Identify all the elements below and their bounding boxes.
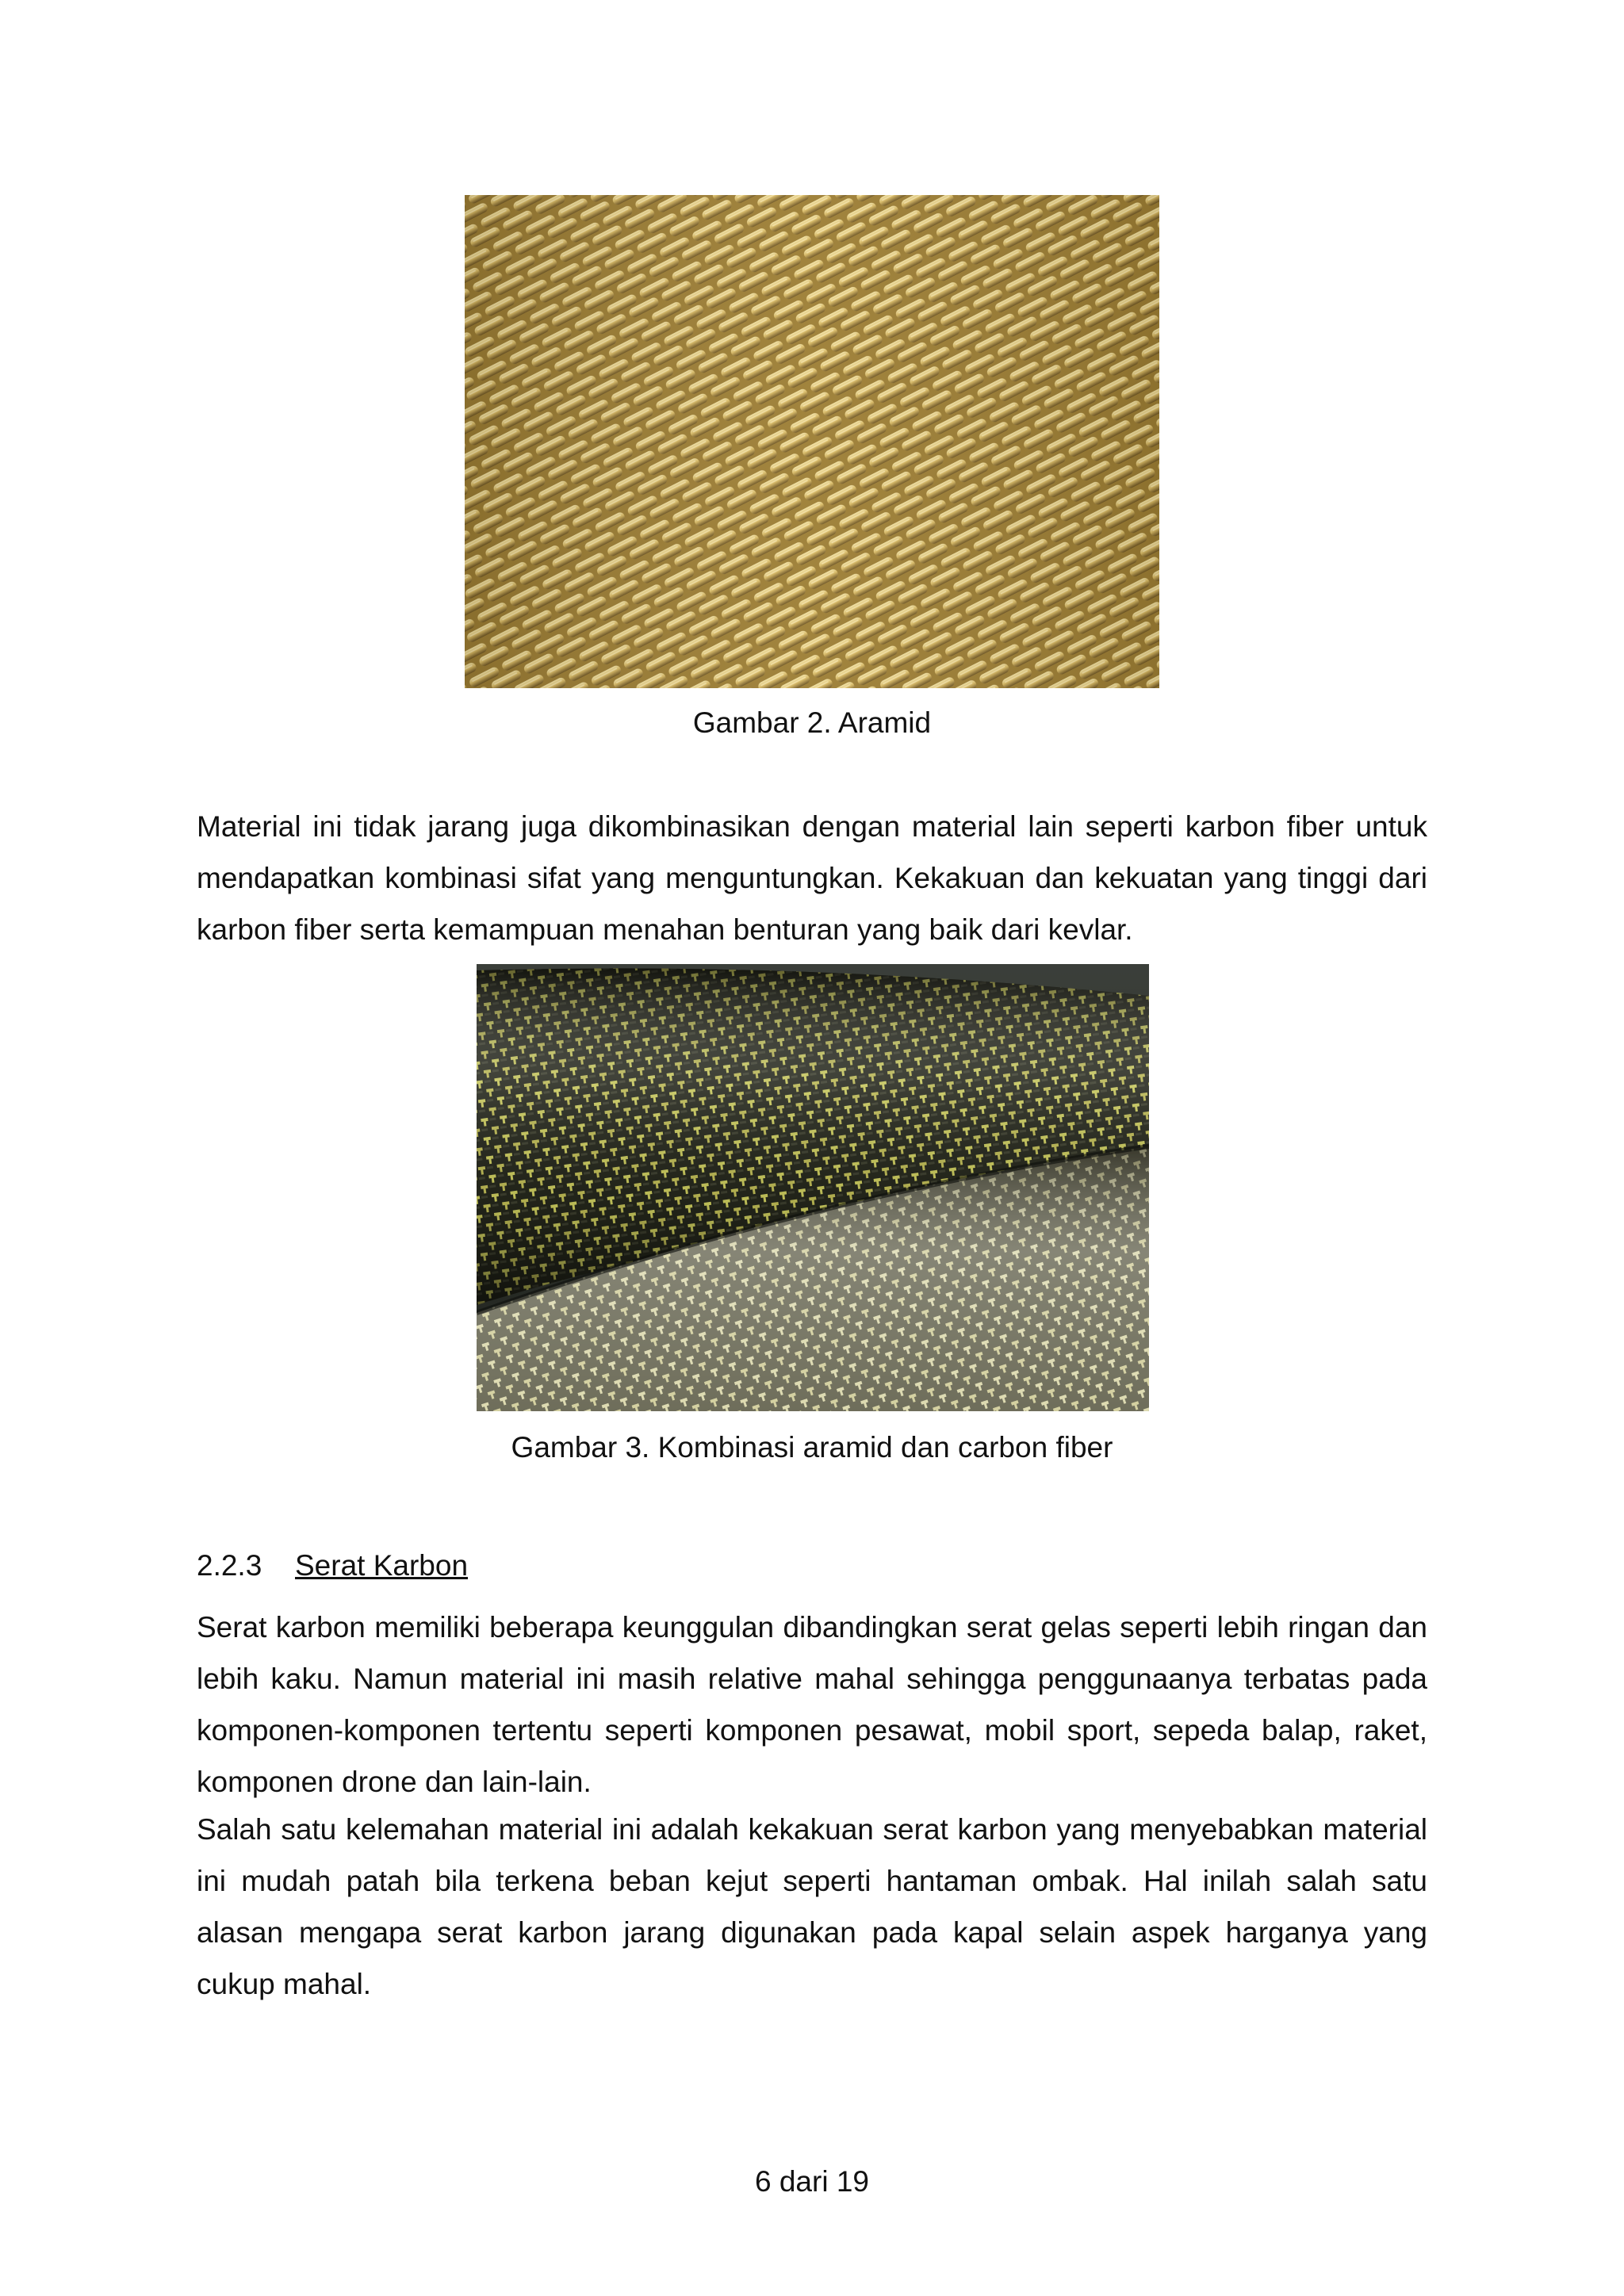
figure-caption-aramid: Gambar 2. Aramid bbox=[692, 706, 932, 739]
section-number: 2.2.3 bbox=[197, 1549, 262, 1582]
hybrid-weave-graphic bbox=[477, 964, 1149, 1411]
paragraph-combination: Material ini tidak jarang juga dikombinasikan dengan material lain seperti karbon fiber untuk mendapatkan kombinasi sifat yang menguntungkan. Kekakuan dan kekuatan yang tinggi dari karbon fiber serta kemampuan menahan benturan yang baik dari kevlar. bbox=[197, 810, 1427, 946]
aramid-carbon-fabric-image bbox=[477, 964, 1149, 1411]
page-number: 6 dari 19 bbox=[755, 2165, 869, 2198]
section-heading bbox=[197, 1546, 468, 1586]
paragraph-carbon-weakness: Salah satu kelemahan material ini adalah kekakuan serat karbon yang menyebabkan material ini mudah patah bila terkena beban kejut seperti hantaman ombak. Hal inilah salah satu alasan mengapa serat karbon jarang digunakan pada kapal selain aspek harganya yang cukup mahal. bbox=[197, 1813, 1427, 2000]
figure-caption-combination: Gambar 3. Kombinasi aramid dan carbon fiber bbox=[511, 1431, 1113, 1464]
aramid-weave-graphic bbox=[465, 195, 1159, 688]
aramid-fabric-image bbox=[465, 195, 1159, 688]
section-title: Serat Karbon bbox=[295, 1549, 469, 1582]
paragraph-carbon-advantages: Serat karbon memiliki beberapa keunggulan dibandingkan serat gelas seperti lebih ringan dan lebih kaku. Namun material ini masih relative mahal sehingga penggunaanya terbatas pada komponen-komponen tertentu seperti komponen pesawat, mobil sport, sepeda balap, raket, komponen drone dan lain-lain. bbox=[197, 1611, 1427, 1798]
